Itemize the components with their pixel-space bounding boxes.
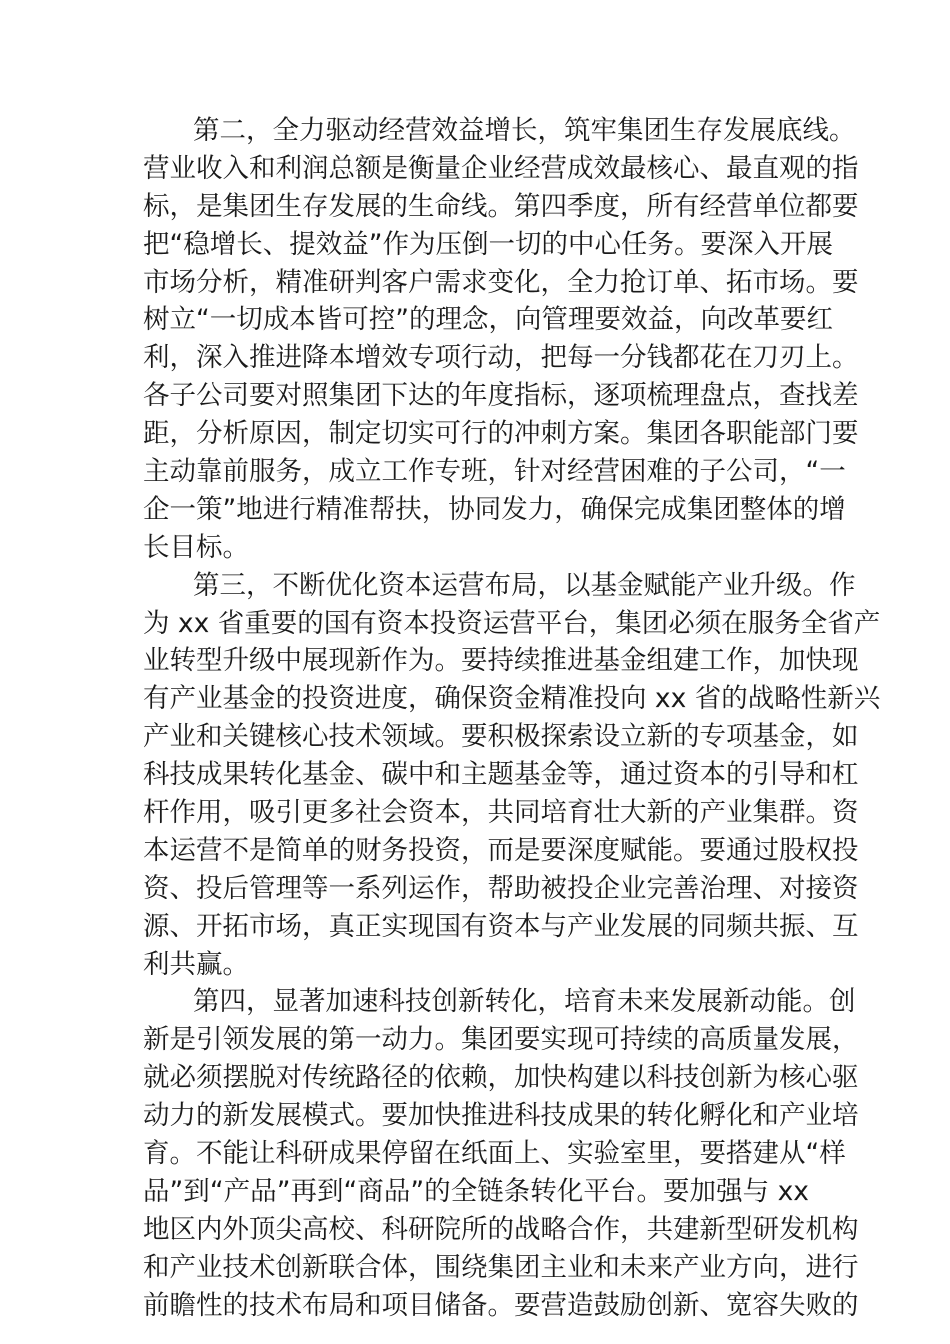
paragraph-3-line: 第四，显著加速科技创新转化，培育未来发展新动能。创	[193, 986, 856, 1018]
paragraph-1-line: 主动靠前服务，成立工作专班，针对经营困难的子公司，“一	[143, 456, 846, 488]
paragraph-2-line: 杆作用，吸引更多社会资本，共同培育壮大新的产业集群。资	[143, 797, 859, 829]
paragraph-1-line: 第二，全力驱动经营效益增长，筑牢集团生存发展底线。	[193, 115, 856, 146]
paragraph-2-line: 第三，不断优化资本运营布局，以基金赋能产业升级。作	[193, 569, 856, 601]
paragraph-1-line: 企一策”地进行精准帮扶，协同发力，确保完成集团整体的增	[143, 493, 846, 525]
paragraph-2-line: 科技成果转化基金、碳中和主题基金等，通过资本的引导和杠	[143, 759, 859, 791]
paragraph-1-line: 树立“一切成本皆可控”的理念，向管理要效益，向改革要红	[143, 304, 833, 336]
paragraph-3-line: 前瞻性的技术布局和项目储备。要营造鼓励创新、宽容失败的	[143, 1289, 859, 1321]
paragraph-3-line: 和产业技术创新联合体，围绕集团主业和未来产业方向，进行	[143, 1251, 859, 1283]
paragraph-1-line: 各子公司要对照集团下达的年度指标，逐项梳理盘点，查找差	[143, 380, 859, 412]
paragraph-2-line: 本运营不是简单的财务投资，而是要深度赋能。要通过股权投	[143, 834, 859, 866]
paragraph-3-line: 新是引领发展的第一动力。集团要实现可持续的高质量发展，	[143, 1024, 859, 1056]
paragraph-1-line: 把“稳增长、提效益”作为压倒一切的中心任务。要深入开展	[143, 228, 833, 260]
paragraph-2-line: 产业和关键核心技术领域。要积极探索设立新的专项基金，如	[143, 721, 859, 753]
paragraph-3-line: 育。不能让科研成果停留在纸面上、实验室里，要搭建从“样	[143, 1138, 846, 1170]
paragraph-3-line: 地区内外顶尖高校、科研院所的战略合作，共建新型研发机构	[143, 1213, 859, 1245]
paragraph-3-line: 动力的新发展模式。要加快推进科技成果的转化孵化和产业培	[143, 1100, 859, 1132]
paragraph-2-line: 利共赢。	[143, 948, 249, 980]
paragraph-2-line: 有产业基金的投资进度，确保资金精准投向 xx 省的战略性新兴	[143, 683, 881, 715]
document-body	[143, 112, 881, 1325]
paragraph-1-line: 市场分析，精准研判客户需求变化，全力抢订单、拓市场。要	[143, 266, 859, 298]
paragraph-2-line: 为 xx 省重要的国有资本投资运营平台，集团必须在服务全省产	[143, 607, 881, 639]
paragraph-3-line: 品”到“产品”再到“商品”的全链条转化平台。要加强与 xx	[143, 1175, 809, 1207]
paragraph-2-line: 业转型升级中展现新作为。要持续推进基金组建工作，加快现	[143, 645, 859, 677]
paragraph-1-line: 标，是集团生存发展的生命线。第四季度，所有经营单位都要	[143, 190, 859, 222]
paragraph-1-line: 长目标。	[143, 531, 249, 563]
paragraph-1-line: 利，深入推进降本增效专项行动，把每一分钱都花在刀刃上。	[143, 342, 859, 374]
paragraph-2-line: 源、开拓市场，真正实现国有资本与产业发展的同频共振、互	[143, 910, 859, 942]
paragraph-2-line: 资、投后管理等一系列运作，帮助被投企业完善治理、对接资	[143, 872, 859, 904]
paragraph-3-line: 就必须摆脱对传统路径的依赖，加快构建以科技创新为核心驱	[143, 1062, 859, 1094]
paragraph-1-line: 距，分析原因，制定切实可行的冲刺方案。集团各职能部门要	[143, 418, 859, 450]
paragraph-1-line: 营业收入和利润总额是衡量企业经营成效最核心、最直观的指	[143, 152, 859, 184]
